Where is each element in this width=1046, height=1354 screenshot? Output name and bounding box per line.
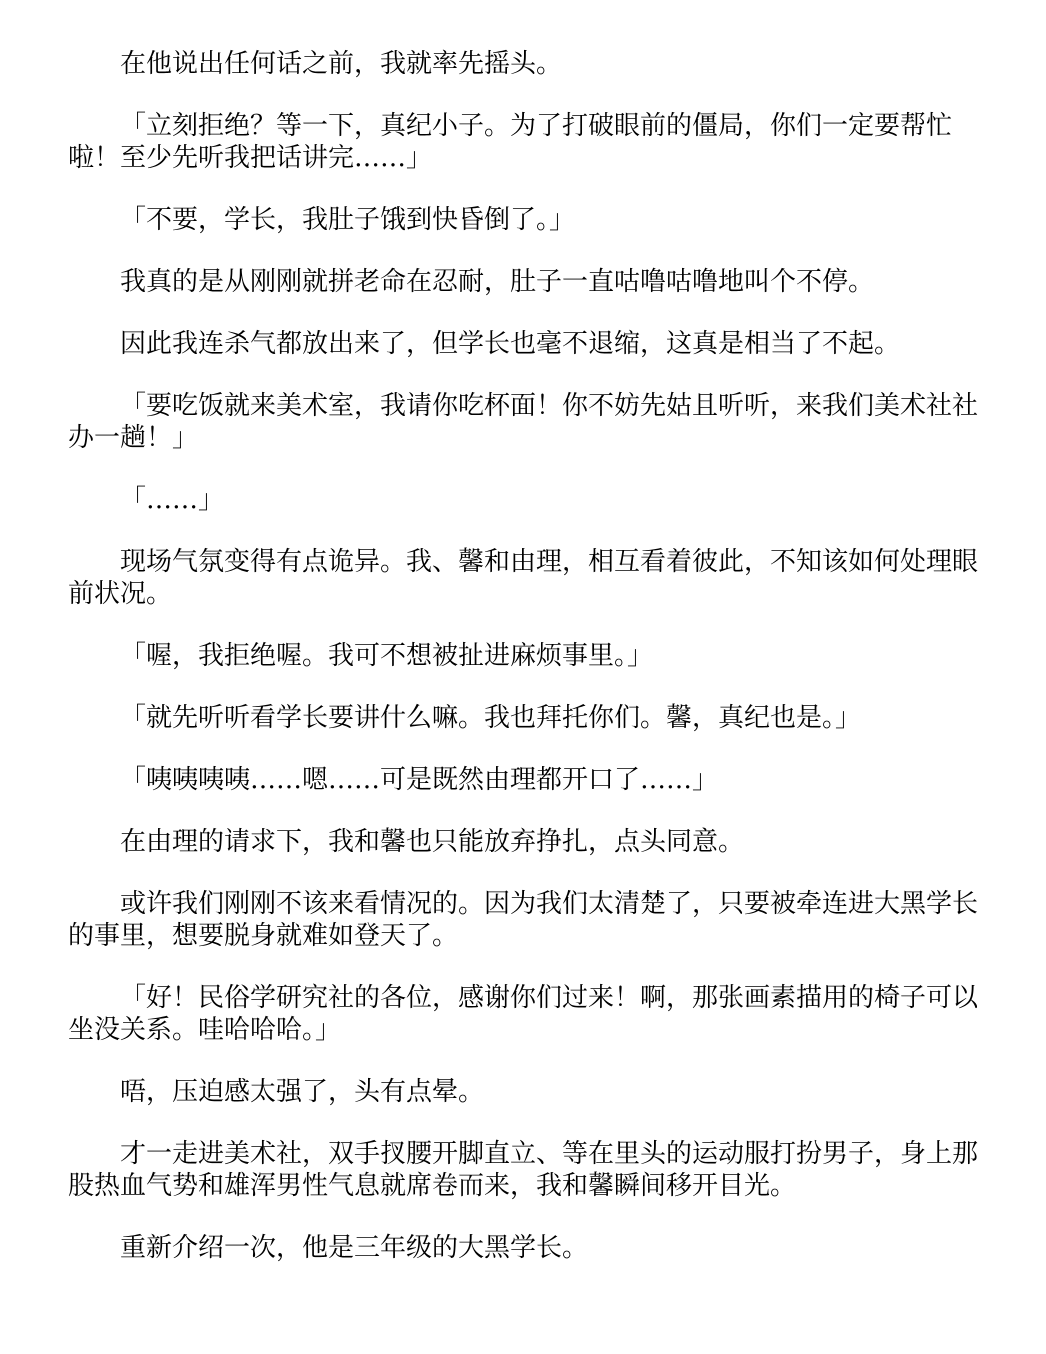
paragraph: 「要吃饭就来美术室，我请你吃杯面！你不妨先姑且听听，来我们美术社社办一趟！」 bbox=[68, 391, 979, 453]
paragraph: 「立刻拒绝？等一下，真纪小子。为了打破眼前的僵局，你们一定要帮忙啦！至少先听我把话讲完……」 bbox=[68, 111, 953, 173]
paragraph: 重新介绍一次，他是三年级的大黑学长。 bbox=[120, 1233, 589, 1263]
paragraph: 「……」 bbox=[120, 485, 225, 515]
paragraph: 在他说出任何话之前，我就率先摇头。 bbox=[120, 49, 563, 79]
paragraph: 现场气氛变得有点诡异。我、馨和由理，相互看着彼此，不知该如何处理眼前状况。 bbox=[68, 547, 979, 609]
paragraph: 「好！民俗学研究社的各位，感谢你们过来！啊，那张画素描用的椅子可以坐没关系。哇哈哈哈。」 bbox=[68, 983, 979, 1045]
paragraph: 我真的是从刚刚就拼老命在忍耐，肚子一直咕噜咕噜地叫个不停。 bbox=[120, 267, 875, 297]
paragraph: 唔，压迫感太强了，头有点晕。 bbox=[120, 1077, 485, 1107]
document-page bbox=[68, 48, 978, 1294]
paragraph: 「不要，学长，我肚子饿到快昏倒了。」 bbox=[120, 205, 576, 235]
paragraph: 在由理的请求下，我和馨也只能放弃挣扎，点头同意。 bbox=[120, 827, 745, 857]
paragraph: 或许我们刚刚不该来看情况的。因为我们太清楚了，只要被牵连进大黑学长的事里，想要脱身就难如登天了。 bbox=[68, 889, 979, 951]
paragraph: 「喔，我拒绝喔。我可不想被扯进麻烦事里。」 bbox=[120, 641, 654, 671]
paragraph: 才一走进美术社，双手扠腰开脚直立、等在里头的运动服打扮男子，身上那股热血气势和雄浑男性气息就席卷而来，我和馨瞬间移开目光。 bbox=[68, 1139, 979, 1201]
paragraph: 「就先听听看学长要讲什么嘛。我也拜托你们。馨，真纪也是。」 bbox=[120, 703, 862, 733]
paragraph: 因此我连杀气都放出来了，但学长也毫不退缩，这真是相当了不起。 bbox=[120, 329, 901, 359]
paragraph: 「咦咦咦咦……嗯……可是既然由理都开口了……」 bbox=[120, 765, 719, 795]
